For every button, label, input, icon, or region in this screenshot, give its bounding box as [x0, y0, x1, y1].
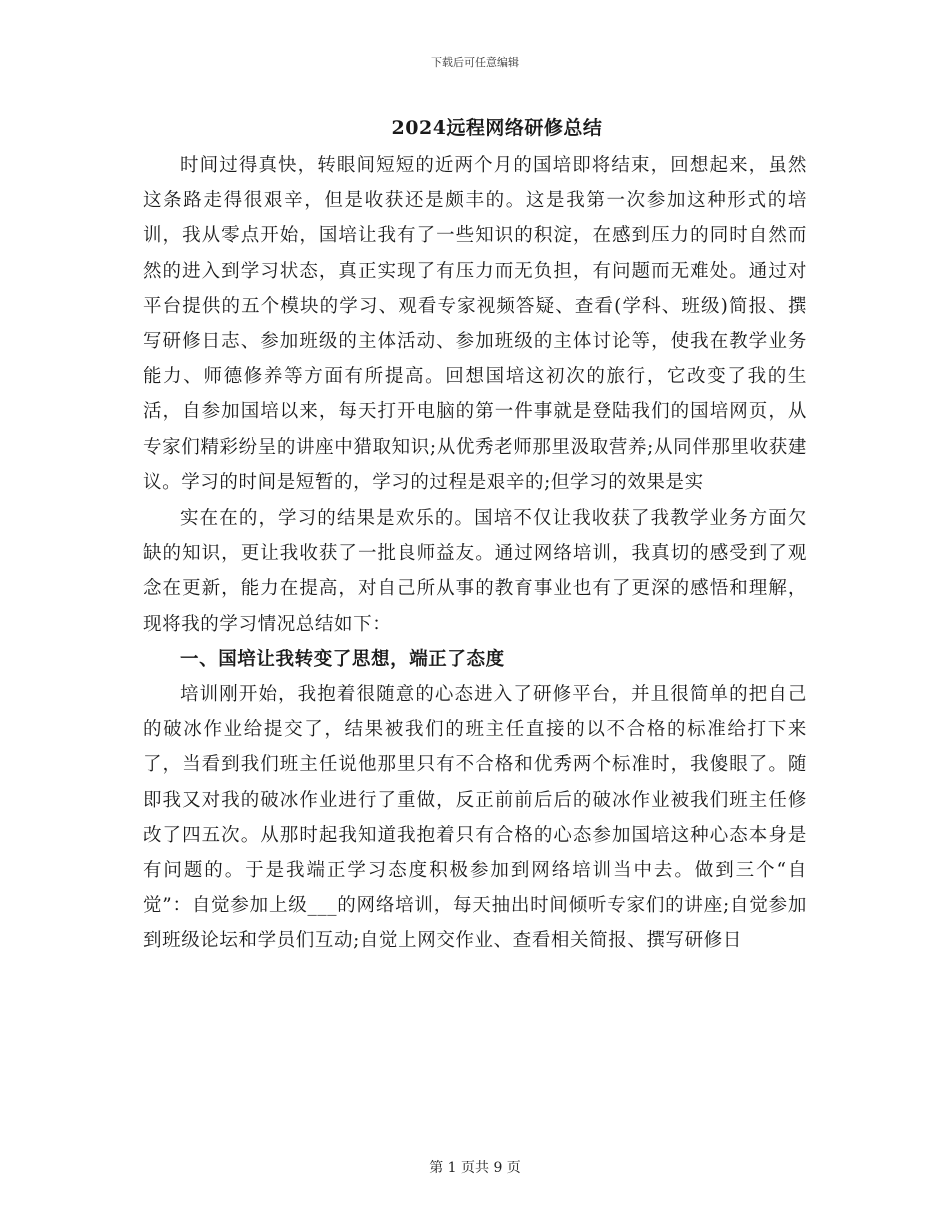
document-body: [143, 112, 807, 959]
page-number: 第 1 页共 9 页: [429, 1160, 521, 1176]
document-title: 2024远程网络研修总结: [391, 117, 603, 139]
paragraph-continuation: 实在在的，学习的结果是欢乐的。国培不仅让我收获了我教学业务方面欠缺的知识，更让我收获了一批良师益友。通过网络培训，我真切的感受到了观念在更新，能力在提高，对自己所从事的教育事业也有了更深的感悟和理解，现将我的学习情况总结如下：: [143, 508, 807, 635]
header-note: 下载后可任意编辑: [431, 56, 519, 69]
section-heading-1: 一、国培让我转变了思想，端正了态度: [180, 648, 505, 670]
paragraph-intro: 时间过得真快，转眼间短短的近两个月的国培即将结束，回想起来，虽然这条路走得很艰辛，但是收获还是颇丰的。这是我第一次参加这种形式的培训，我从零点开始，国培让我有了一些知识的积淀，在感到压力的同时自然而然的进入到学习状态，真正实现了有压力而无负担，有问题而无难处。通过对平台提供的五个模块的学习、观看专家视频答疑、查看(学科、班级)简报、撰写研修日志、参加班级的主体活动、参加班级的主体讨论等，使我在教学业务能力、师德修养等方面有所提高。回想国培这初次的旅行，它改变了我的生活，自参加国培以来，每天打开电脑的第一件事就是登陆我们的国培网页，从专家们精彩纷呈的讲座中猎取知识;从优秀老师那里汲取营养;从同伴那里收获建议。学习的时间是短暂的，学习的过程是艰辛的;但学习的效果是实: [143, 155, 807, 493]
section-1-paragraph: 培训刚开始，我抱着很随意的心态进入了研修平台，并且很简单的把自己的破冰作业给提交了，结果被我们的班主任直接的以不合格的标准给打下来了，当看到我们班主任说他那里只有不合格和优秀两个标准时，我傻眼了。随即我又对我的破冰作业进行了重做，反正前前后后的破冰作业被我们班主任修改了四五次。从那时起我知道我抱着只有合格的心态参加国培这种心态本身是有问题的。于是我端正学习态度积极参加到网络培训当中去。做到三个“自觉”：自觉参加上级___的网络培训，每天抽出时间倾听专家们的讲座;自觉参加到班级论坛和学员们互动;自觉上网交作业、查看相关简报、撰写研修日: [143, 684, 807, 952]
